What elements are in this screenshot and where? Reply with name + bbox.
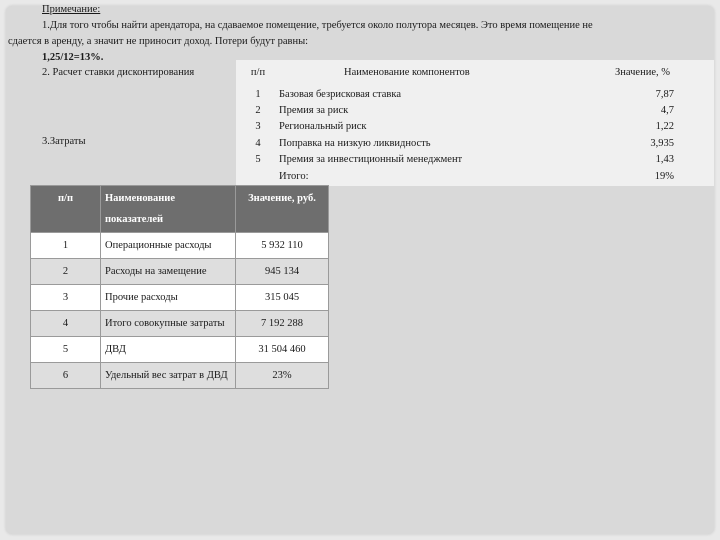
costs-row-name: Операционные расходы (101, 233, 236, 259)
note-line-2: сдается в аренду, а значит не приносит доход. Потери будут равны: (8, 36, 309, 47)
table-row (31, 311, 329, 337)
table-row (31, 259, 329, 285)
costs-row-number: 4 (31, 311, 101, 337)
costs-table (30, 185, 329, 389)
costs-row-number: 5 (31, 337, 101, 363)
components-row-number: 1 (255, 89, 261, 100)
components-header-value: Значение, % (615, 67, 670, 78)
costs-row-value: 7 192 288 (236, 311, 329, 337)
costs-header-name: Наименование показателей (101, 186, 236, 233)
components-row-value: 1,43 (655, 154, 674, 165)
costs-row-value: 315 045 (236, 285, 329, 311)
discount-rate-heading: 2. Расчет ставки дисконтирования (42, 67, 195, 78)
costs-header-value: Значение, руб. (236, 186, 329, 233)
costs-row-name: Прочие расходы (101, 285, 236, 311)
table-row (31, 337, 329, 363)
costs-row-value: 5 932 110 (236, 233, 329, 259)
components-header-name: Наименование компонентов (344, 67, 470, 78)
costs-row-value: 31 504 460 (236, 337, 329, 363)
components-table (236, 60, 714, 186)
note-line-1: 1.Для того чтобы найти арендатора, на сдаваемое помещение, требуется около полутора месяцев. Это время помещение не (42, 20, 593, 31)
costs-row-name: Удельный вес затрат в ДВД (101, 363, 236, 389)
note-title: Примечание: (42, 4, 101, 15)
components-row-number: 5 (255, 154, 261, 165)
costs-row-name: Итого совокупные затраты (101, 311, 236, 337)
table-row (31, 285, 329, 311)
table-row (31, 363, 329, 389)
costs-header-number: п/п (31, 186, 101, 233)
components-total-value: 19% (654, 171, 674, 182)
costs-row-value: 945 134 (236, 259, 329, 285)
components-row-value: 1,22 (655, 121, 674, 132)
costs-row-name: ДВД (101, 337, 236, 363)
components-row-name: Премия за риск (279, 105, 349, 116)
components-row-value: 7,87 (655, 89, 674, 100)
costs-row-number: 2 (31, 259, 101, 285)
costs-row-value: 23% (236, 363, 329, 389)
table-row (31, 233, 329, 259)
components-row-number: 2 (255, 105, 261, 116)
loss-formula: 1,25/12=13%. (42, 52, 104, 63)
components-row-number: 4 (255, 138, 261, 149)
costs-row-number: 3 (31, 285, 101, 311)
components-row-name: Премия за инвестиционный менеджмент (279, 154, 463, 165)
costs-heading: 3.Затраты (42, 136, 86, 147)
components-row-name: Поправка на низкую ликвидность (279, 138, 431, 149)
components-header-number: п/п (250, 67, 266, 78)
components-total-label: Итого: (279, 171, 309, 182)
components-row-value: 3,935 (650, 138, 674, 149)
components-row-name: Региональный риск (279, 121, 367, 132)
components-row-name: Базовая безрисковая ставка (279, 89, 401, 100)
components-row-value: 4,7 (660, 105, 674, 116)
components-row-number: 3 (255, 121, 261, 132)
costs-row-number: 1 (31, 233, 101, 259)
costs-row-name: Расходы на замещение (101, 259, 236, 285)
costs-row-number: 6 (31, 363, 101, 389)
